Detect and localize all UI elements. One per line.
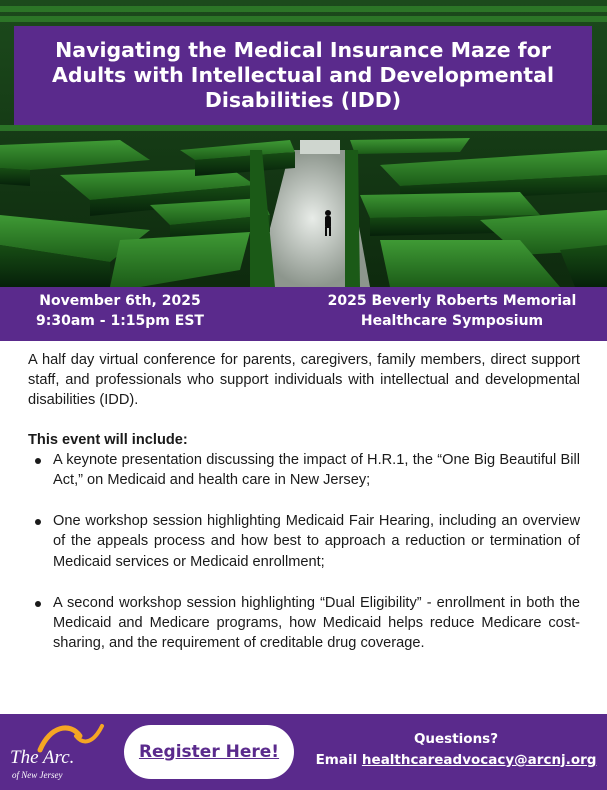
page-title: Navigating the Medical Insurance Maze for Adults with Intellectual and Developmental Disabilities (IDD): [52, 38, 554, 112]
title-banner: [14, 26, 592, 125]
highlight-text: A keynote presentation discussing the impact of H.R.1, the “One Big Beautiful Bill Act,” on Medicaid and health care in New Jersey;: [53, 451, 580, 489]
event-time: 9:30am - 1:15pm EST: [36, 313, 204, 329]
questions-label: Questions?: [413, 731, 499, 747]
event-name-line2: Healthcare Symposium: [360, 313, 544, 329]
event-description: [28, 350, 580, 653]
the-arc-logo: [6, 720, 106, 786]
event-name-block: [318, 291, 586, 331]
email-prefix: Email: [315, 752, 358, 768]
bullet-dot-icon: [35, 519, 41, 525]
logo-subtitle: of New Jersey: [12, 770, 63, 780]
email-line: [310, 750, 602, 771]
email-link[interactable]: healthcareadvocacy@arcnj.org: [361, 752, 597, 768]
intro-paragraph: A half day virtual conference for parents, caregivers, family members, direct support staff, and professionals who support individuals with intellectual and developmental disabilities (IDD).: [28, 352, 580, 409]
bullet-dot-icon: [35, 458, 41, 464]
event-date: November 6th, 2025: [39, 293, 201, 309]
list-item: [28, 593, 580, 654]
highlight-text: A second workshop session highlighting “Dual Eligibility” - enrollment in both the Medicaid and Medicare programs, how Medicaid helps reduce Medicare cost-sharing, and the requirement of creditable drug coverage.: [53, 594, 580, 652]
event-info-bar: [0, 287, 607, 341]
bullet-dot-icon: [35, 601, 41, 607]
register-button[interactable]: Register Here!: [124, 725, 294, 779]
logo-name: The Arc.: [10, 747, 75, 768]
include-heading: This event will include:: [28, 431, 188, 448]
footer-bar: [0, 714, 607, 790]
list-item: [28, 511, 580, 572]
highlights-list: [28, 450, 580, 654]
highlight-text: One workshop session highlighting Medicaid Fair Hearing, including an overview of the appeals process and how best to approach a reduction or termination of Medicaid services or Medicaid enrollment;: [53, 513, 580, 570]
event-name-line1: 2025 Beverly Roberts Memorial: [327, 293, 577, 309]
list-item: [28, 450, 580, 490]
date-time-block: [30, 291, 210, 331]
contact-block: [310, 729, 602, 771]
